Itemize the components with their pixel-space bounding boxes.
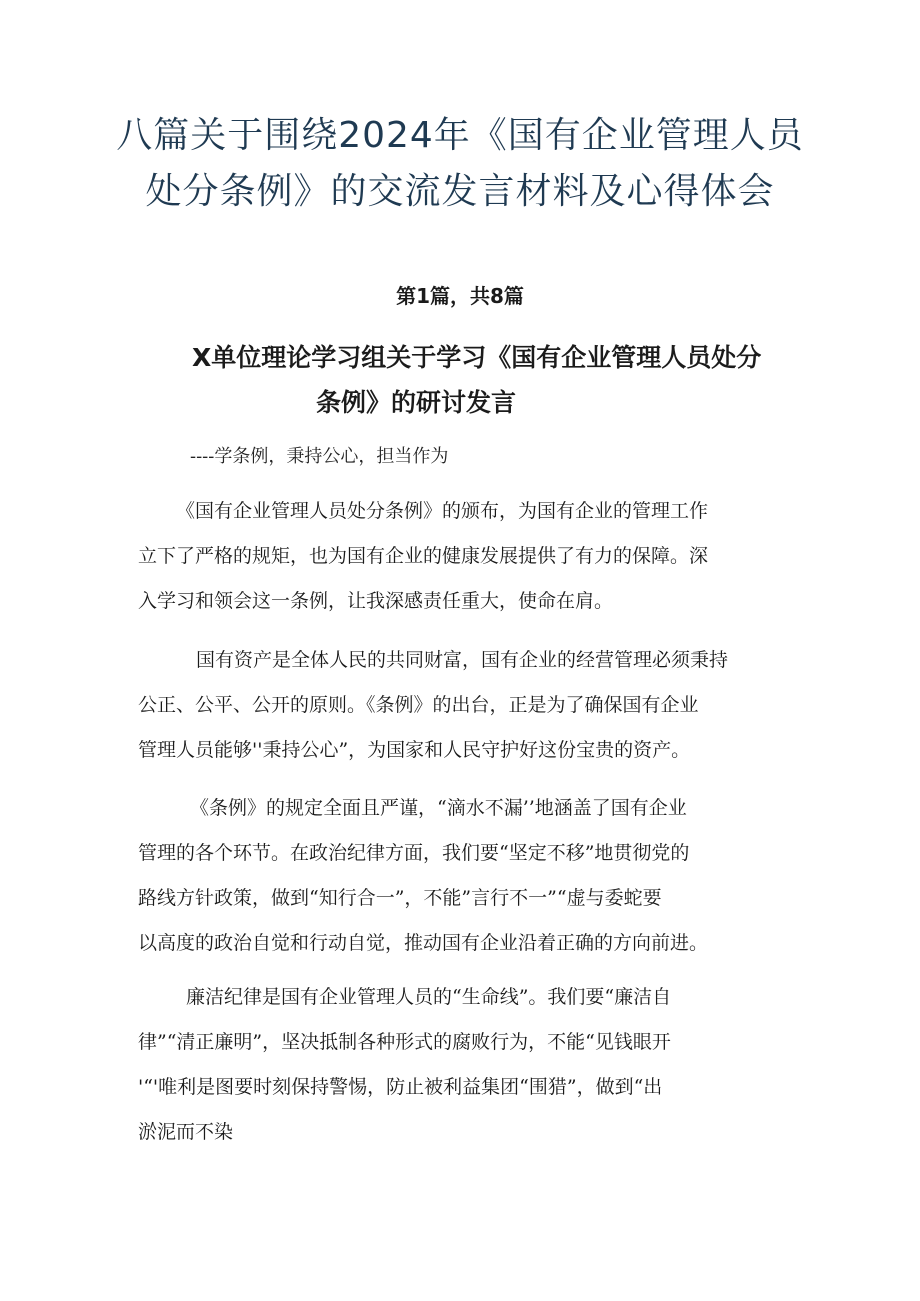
document-title-line: 八篇关于围绕2024年《国有企业管理人员 xyxy=(116,115,804,156)
speech-title-line: 条例》的研讨发言 xyxy=(316,388,517,417)
paragraph-line: 《国有企业管理人员处分条例》的颁布，为国有企业的管理工作 xyxy=(176,500,709,522)
paragraph-line: 管理人员能够''秉持公心”，为国家和人民守护好这份宝贵的资产。 xyxy=(138,739,691,761)
document-title-line: 处分条例》的交流发言材料及心得体会 xyxy=(145,171,775,212)
paragraph xyxy=(138,975,798,1155)
paragraph xyxy=(138,489,798,624)
speech-subtitle: ----学条例，秉持公心，担当作为 xyxy=(190,446,449,467)
paragraph-line: 以高度的政治自觉和行动自觉，推动国有企业沿着正确的方向前进。 xyxy=(138,932,709,954)
paragraph-line: 《条例》的规定全面且严谨，“滴水不漏’’地涵盖了国有企业 xyxy=(190,797,687,819)
paragraph-line: 廉洁纪律是国有企业管理人员的“生命线”。我们要“廉洁自 xyxy=(186,986,672,1008)
speech-title-line: X单位理论学习组关于学习《国有企业管理人员处分 xyxy=(192,343,762,372)
paragraph-line: 路线方针政策，做到“知行合一”，不能”言行不一”“虚与委蛇要 xyxy=(138,887,662,909)
paragraph-line: 国有资产是全体人民的共同财富，国有企业的经营管理必须秉持 xyxy=(196,649,729,671)
paragraph-line: 入学习和领会这一条例，让我深感责任重大，使命在肩。 xyxy=(138,590,614,612)
paragraph-line: 管理的各个环节。在政治纪律方面，我们要“坚定不移”地贯彻党的 xyxy=(138,842,690,864)
document-title xyxy=(60,108,860,220)
paragraph-line: 淤泥而不染 xyxy=(138,1121,234,1143)
paragraph-line: '“'唯利是图要时刻保持警惕，防止被利益集团“围猎”，做到“出 xyxy=(138,1076,663,1098)
paragraph-line: 律”“清正廉明”，坚决抵制各种形式的腐败行为，不能“见钱眼开 xyxy=(138,1031,671,1053)
paragraph xyxy=(138,786,798,966)
paragraph-line: 立下了严格的规矩，也为国有企业的健康发展提供了有力的保障。深 xyxy=(138,545,709,567)
part-label: 第1篇，共8篇 xyxy=(396,284,524,308)
paragraph-line: 公正、公平、公开的原则。《条例》的出台，正是为了确保国有企业 xyxy=(138,694,699,716)
paragraph xyxy=(138,638,798,773)
